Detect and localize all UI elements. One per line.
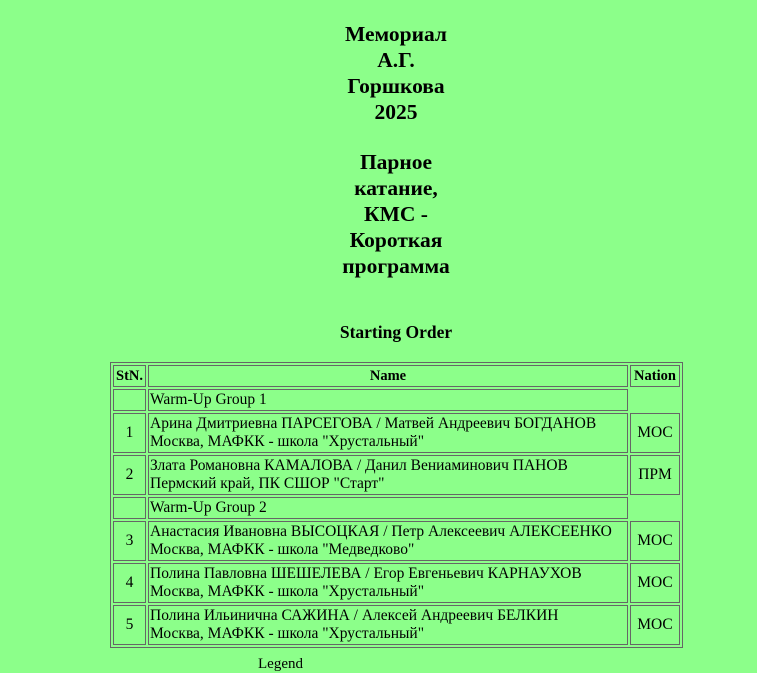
warmup-group-row: [113, 389, 680, 411]
legend-link[interactable]: Legend: [258, 656, 303, 672]
start-number: 4: [113, 563, 146, 603]
header-nation: Nation: [630, 365, 680, 387]
nation-code: МОС: [630, 413, 680, 453]
table-row: [113, 605, 680, 645]
event-title-line: Мемориал: [344, 22, 447, 46]
category-title-line: Короткая: [349, 228, 443, 252]
empty-nation-cell: [630, 497, 680, 519]
category-title-line: программа: [342, 254, 450, 278]
category-title-line: КМС -: [364, 202, 428, 226]
empty-stn-cell: [113, 497, 146, 519]
nation-code: ПРМ: [630, 455, 680, 495]
skater-club: Москва, МАФКК - школа "Хрустальный": [150, 625, 425, 642]
skater-names: Арина Дмитриевна ПАРСЕГОВА / Матвей Андреевич БОГДАНОВ: [150, 415, 597, 432]
starting-order-table: [110, 362, 683, 648]
table-header-row: [113, 365, 680, 387]
start-number: 2: [113, 455, 146, 495]
category-title-line: катание,: [354, 176, 438, 200]
table-row: [113, 563, 680, 603]
skater-names: Анастасия Ивановна ВЫСОЦКАЯ / Петр Алексеевич АЛЕКСЕЕНКО: [150, 523, 612, 540]
start-number: 3: [113, 521, 146, 561]
warmup-group-label: Warm-Up Group 2: [148, 497, 628, 519]
table-row: [113, 521, 680, 561]
nation-code: МОС: [630, 563, 680, 603]
skater-club: Пермский край, ПК СШОР "Старт": [150, 475, 385, 492]
warmup-group-label: Warm-Up Group 1: [148, 389, 628, 411]
skater-cell: [148, 521, 628, 561]
skater-cell: [148, 413, 628, 453]
event-title-line: 2025: [374, 100, 418, 124]
header-name: Name: [148, 365, 628, 387]
skater-club: Москва, МАФКК - школа "Хрустальный": [150, 583, 425, 600]
event-title-line: Горшкова: [347, 74, 445, 98]
category-title-line: Парное: [359, 150, 433, 174]
skater-cell: [148, 563, 628, 603]
skater-club: Москва, МАФКК - школа "Хрустальный": [150, 433, 425, 450]
table-row: [113, 455, 680, 495]
empty-stn-cell: [113, 389, 146, 411]
starting-order-heading: Starting Order: [339, 322, 453, 342]
skater-club: Москва, МАФКК - школа "Медведково": [150, 541, 415, 558]
event-title: [300, 21, 492, 125]
table-row: [113, 413, 680, 453]
start-number: 5: [113, 605, 146, 645]
nation-code: МОС: [630, 521, 680, 561]
skater-cell: [148, 605, 628, 645]
skater-names: Злата Романовна КАМАЛОВА / Данил Вениаминович ПАНОВ: [150, 457, 568, 474]
start-number: 1: [113, 413, 146, 453]
header-stn: StN.: [113, 365, 146, 387]
category-title: [300, 149, 492, 279]
event-title-line: А.Г.: [377, 48, 415, 72]
nation-code: МОС: [630, 605, 680, 645]
skater-cell: [148, 455, 628, 495]
skater-names: Полина Павловна ШЕШЕЛЕВА / Егор Евгеньевич КАРНАУХОВ: [150, 565, 582, 582]
skater-names: Полина Ильинична САЖИНА / Алексей Андреевич БЕЛКИН: [150, 607, 559, 624]
empty-nation-cell: [630, 389, 680, 411]
warmup-group-row: [113, 497, 680, 519]
